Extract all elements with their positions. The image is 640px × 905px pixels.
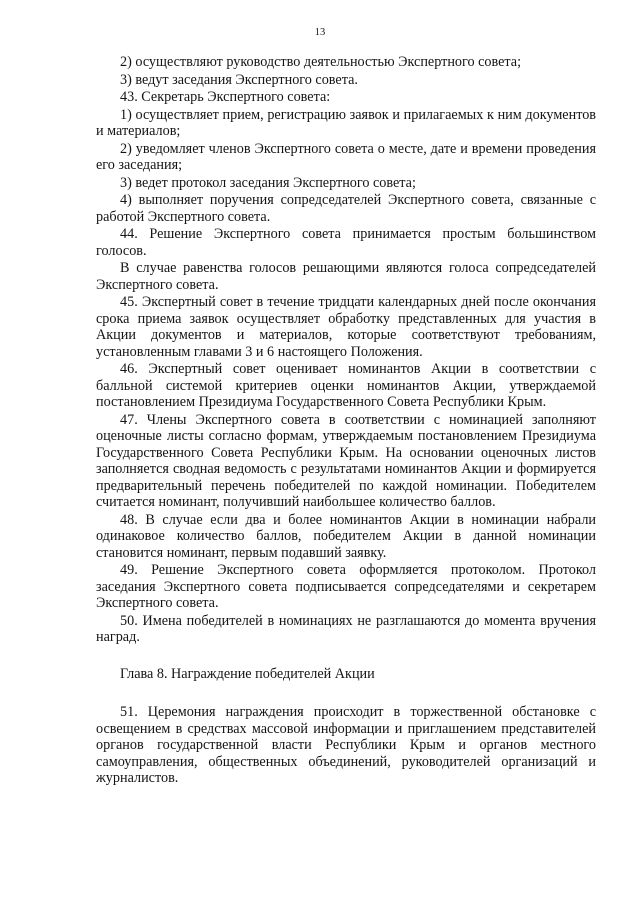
paragraph: 2) уведомляет членов Экспертного совета о месте, дате и времени проведения его заседания; <box>96 140 596 173</box>
paragraph: 46. Экспертный совет оценивает номинантов Акции в соответствии с балльной системой критериев оценки номинантов Акции, утверждаемой постановлением Президиума Государственного Совета Республики Крым. <box>96 361 596 410</box>
paragraph: 44. Решение Экспертного совета принимается простым большинством голосов. <box>96 226 596 259</box>
paragraph: 47. Члены Экспертного совета в соответствии с номинацией заполняют оценочные листы согласно формам, утверждаемым постановлением Президиума Государственного Совета Республики Крым. На основании оценочных листов заполняется сводная ведомость с результатами номинантов Акции и формируется предварительный перечень победителей по каждой номинации. Победителем считается номинант, получивший наибольшее количество баллов. <box>96 411 596 510</box>
paragraph: 48. В случае если два и более номинантов Акции в номинации набрали одинаковое количество баллов, победителем Акции в данной номинации становится номинант, первым подавший заявку. <box>96 511 596 561</box>
paragraph: В случае равенства голосов решающими являются голоса сопредседателей Экспертного совета. <box>96 260 596 293</box>
paragraph: 43. Секретарь Экспертного совета: <box>120 89 331 105</box>
chapter-heading: Глава 8. Награждение победителей Акции <box>120 665 375 682</box>
paragraph: 2) осуществляют руководство деятельностью Экспертного совета; <box>120 54 522 70</box>
page-number: 13 <box>314 27 326 38</box>
paragraph: 45. Экспертный совет в течение тридцати календарных дней после окончания срока приема заявок осуществляет обработку представленных для участия в Акции документов и материалов, которые соответствуют требованиям, установленным главами 3 и 6 настоящего Положения. <box>96 294 596 360</box>
paragraph: 50. Имена победителей в номинациях не разглашаются до момента вручения наград. <box>96 612 596 645</box>
document-body <box>96 54 596 788</box>
paragraph: 4) выполняет поручения сопредседателей Экспертного совета, связанные с работой Экспертного совета. <box>96 192 596 225</box>
paragraph: 3) ведут заседания Экспертного совета. <box>120 71 358 88</box>
paragraph: 51. Церемония награждения происходит в торжественной обстановке с освещением в средствах массовой информации и приглашением представителей органов государственной власти Республики Крым и органов местного самоуправления, общественных объединений, руководителей организаций и журналистов. <box>96 704 596 786</box>
paragraph: 49. Решение Экспертного совета оформляется протоколом. Протокол заседания Экспертного совета подписывается сопредседателями и секретарем Экспертного совета. <box>96 562 596 611</box>
paragraph: 1) осуществляет прием, регистрацию заявок и прилагаемых к ним документов и материалов; <box>96 106 596 139</box>
paragraph: 3) ведет протокол заседания Экспертного совета; <box>120 174 416 191</box>
